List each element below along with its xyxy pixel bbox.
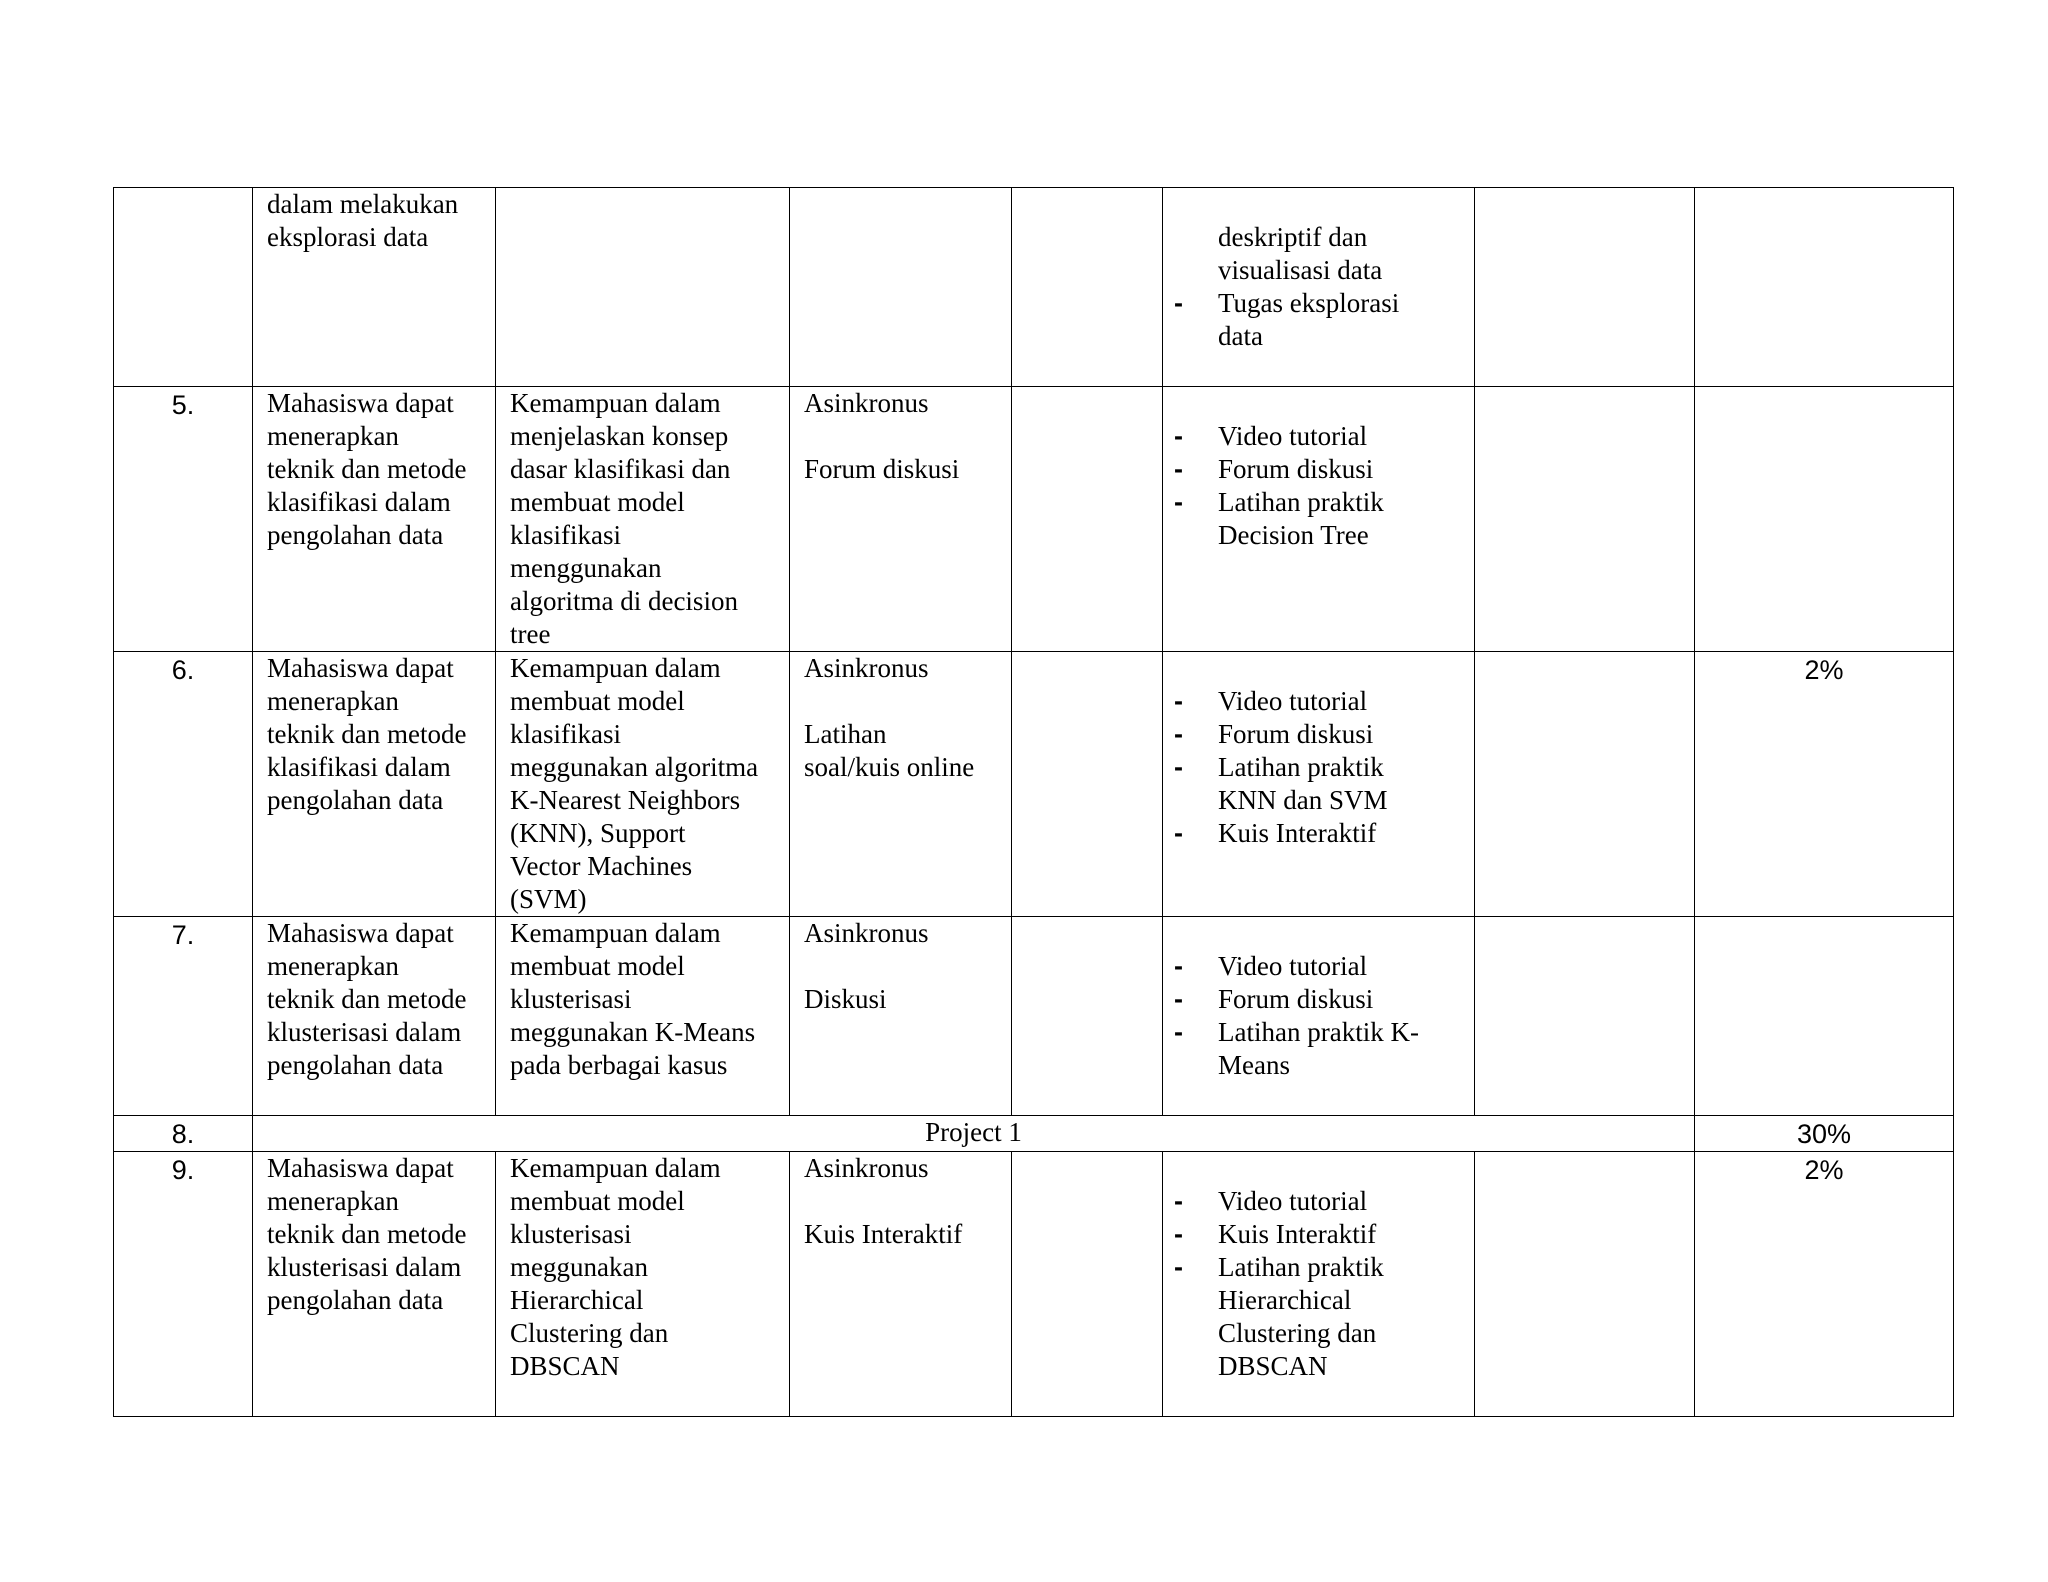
learning-objective: Mahasiswa dapat menerapkan teknik dan metode klusterisasi dalam pengolahan data <box>253 1152 496 1417</box>
week-number: 5. <box>114 387 253 652</box>
rps-table-body <box>114 188 1954 1417</box>
activity-item <box>1163 1016 1474 1082</box>
dash-bullet: - <box>1174 421 1183 451</box>
blank-cell <box>1012 387 1163 652</box>
learning-method: Asinkronus Latihan soal/kuis online <box>790 652 1012 917</box>
learning-objective: Mahasiswa dapat menerapkan teknik dan metode klasifikasi dalam pengolahan data <box>253 652 496 917</box>
blank-cell <box>1012 652 1163 917</box>
activity-text: Video tutorial <box>1218 421 1368 451</box>
table-row <box>114 387 1954 652</box>
activity-item <box>1163 751 1474 817</box>
dash-bullet: - <box>1174 1186 1183 1216</box>
activity-item <box>1163 1218 1474 1251</box>
table-row <box>114 917 1954 1116</box>
dash-bullet: - <box>1174 719 1183 749</box>
activity-text: Latihan praktik Decision Tree <box>1218 487 1384 550</box>
activity-item <box>1163 287 1474 353</box>
activities-list <box>1163 950 1474 1082</box>
activity-text: Latihan praktik K- Means <box>1218 1017 1419 1080</box>
activity-item <box>1163 685 1474 718</box>
activity-text: Video tutorial <box>1218 1186 1368 1216</box>
weight-cell <box>1695 387 1954 652</box>
weight-cell <box>1695 917 1954 1116</box>
activities-cell <box>1163 188 1475 387</box>
activity-text: Kuis Interaktif <box>1218 818 1377 848</box>
learning-method <box>790 188 1012 387</box>
table-row <box>114 1152 1954 1417</box>
week-number: 6. <box>114 652 253 917</box>
activity-text: Kuis Interaktif <box>1218 1219 1377 1249</box>
week-number: 9. <box>114 1152 253 1417</box>
weight-cell: 30% <box>1695 1116 1954 1152</box>
learning-objective: Mahasiswa dapat menerapkan teknik dan metode klasifikasi dalam pengolahan data <box>253 387 496 652</box>
dash-bullet: - <box>1174 951 1183 981</box>
blank-cell <box>1012 917 1163 1116</box>
activities-cell <box>1163 1152 1475 1417</box>
activity-text: Tugas eksplorasi data <box>1218 288 1400 351</box>
dash-bullet: - <box>1174 686 1183 716</box>
learning-method: Asinkronus Diskusi <box>790 917 1012 1116</box>
table-row-project <box>114 1116 1954 1152</box>
activity-text: Forum diskusi <box>1218 719 1374 749</box>
activity-text: Latihan praktik Hierarchical Clustering dan DBSCAN <box>1218 1252 1384 1381</box>
learning-objective: Mahasiswa dapat menerapkan teknik dan metode klusterisasi dalam pengolahan data <box>253 917 496 1116</box>
dash-bullet: - <box>1174 288 1183 318</box>
dash-bullet: - <box>1174 454 1183 484</box>
activity-text: Video tutorial <box>1218 686 1368 716</box>
extra-cell <box>1475 652 1695 917</box>
activity-item <box>1163 1251 1474 1383</box>
extra-cell <box>1475 917 1695 1116</box>
extra-cell <box>1475 387 1695 652</box>
activities-list <box>1163 1185 1474 1383</box>
activity-item <box>1163 718 1474 751</box>
activities-cell <box>1163 917 1475 1116</box>
project-label: Project 1 <box>253 1116 1695 1152</box>
activities-list <box>1163 420 1474 552</box>
activity-text: Forum diskusi <box>1218 984 1374 1014</box>
indicator <box>496 188 790 387</box>
activity-item <box>1163 983 1474 1016</box>
activities-cell <box>1163 652 1475 917</box>
blank-cell <box>1012 1152 1163 1417</box>
indicator: Kemampuan dalam menjelaskan konsep dasar klasifikasi dan membuat model klasifikasi menggunakan algoritma di decision tree <box>496 387 790 652</box>
dash-bullet: - <box>1174 752 1183 782</box>
indicator: Kemampuan dalam membuat model klusterisasi meggunakan Hierarchical Clustering dan DBSCAN <box>496 1152 790 1417</box>
learning-method: Asinkronus Forum diskusi <box>790 387 1012 652</box>
weight-cell <box>1695 188 1954 387</box>
activity-item <box>1163 950 1474 983</box>
table-row <box>114 652 1954 917</box>
dash-bullet: - <box>1174 1252 1183 1282</box>
indicator: Kemampuan dalam membuat model klasifikasi meggunakan algoritma K-Nearest Neighbors (KNN), Support Vector Machines (SVM) <box>496 652 790 917</box>
week-number: 8. <box>114 1116 253 1152</box>
indicator: Kemampuan dalam membuat model klusterisasi meggunakan K-Means pada berbagai kasus <box>496 917 790 1116</box>
activity-item <box>1163 817 1474 850</box>
blank-cell <box>1012 188 1163 387</box>
activity-text: Latihan praktik KNN dan SVM <box>1218 752 1388 815</box>
extra-cell <box>1475 188 1695 387</box>
rps-table <box>113 187 1954 1417</box>
weight-cell: 2% <box>1695 652 1954 917</box>
activity-item <box>1163 1185 1474 1218</box>
dash-bullet: - <box>1174 1017 1183 1047</box>
activity-item <box>1163 420 1474 453</box>
activity-text: Video tutorial <box>1218 951 1368 981</box>
table-row <box>114 188 1954 387</box>
activities-list <box>1163 221 1474 353</box>
activities-cell <box>1163 387 1475 652</box>
weight-cell: 2% <box>1695 1152 1954 1417</box>
week-number <box>114 188 253 387</box>
activity-text: deskriptif dan visualisasi data <box>1218 222 1383 285</box>
activities-list <box>1163 685 1474 850</box>
dash-bullet: - <box>1174 984 1183 1014</box>
learning-method: Asinkronus Kuis Interaktif <box>790 1152 1012 1417</box>
learning-objective: dalam melakukan eksplorasi data <box>253 188 496 387</box>
week-number: 7. <box>114 917 253 1116</box>
dash-bullet: - <box>1174 818 1183 848</box>
activity-item <box>1163 453 1474 486</box>
activity-text: Forum diskusi <box>1218 454 1374 484</box>
extra-cell <box>1475 1152 1695 1417</box>
dash-bullet: - <box>1174 487 1183 517</box>
activity-item <box>1163 221 1474 287</box>
dash-bullet: - <box>1174 1219 1183 1249</box>
activity-item <box>1163 486 1474 552</box>
